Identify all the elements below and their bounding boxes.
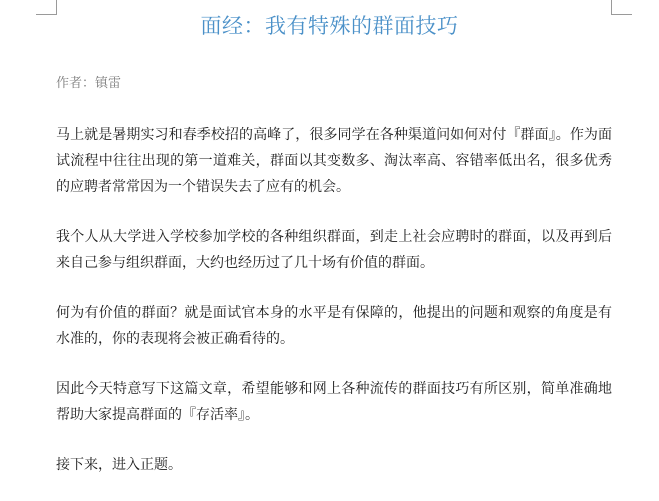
paragraph: 接下来，进入正题。 <box>56 457 182 473</box>
paragraph: 何为有价值的群面？就是面试官本身的水平是有保障的，他提出的问题和观察的角度是有水准的，你的表现将会被正确看待的。 <box>56 305 612 347</box>
paragraph: 马上就是暑期实习和春季校招的高峰了，很多同学在各种渠道问如何对付『群面』。作为面试流程中往往出现的第一道难关，群面以其变数多、淘汰率高、容错率低出名，很多优秀的应聘者常常因为一个错误失去了应有的机会。 <box>56 127 612 195</box>
document-body <box>56 122 612 478</box>
document-title: 面经：我有特殊的群面技巧 <box>200 14 459 38</box>
document-author: 作者：镇雷 <box>56 76 122 91</box>
paragraph: 我个人从大学进入学校参加学校的各种组织群面，到走上社会应聘时的群面，以及再到后来自己参与组织群面，大约也经历过了几十场有价值的群面。 <box>56 229 612 271</box>
paragraph: 因此今天特意写下这篇文章，希望能够和网上各种流传的群面技巧有所区别，简单准确地帮助大家提高群面的『存活率』。 <box>56 381 612 423</box>
